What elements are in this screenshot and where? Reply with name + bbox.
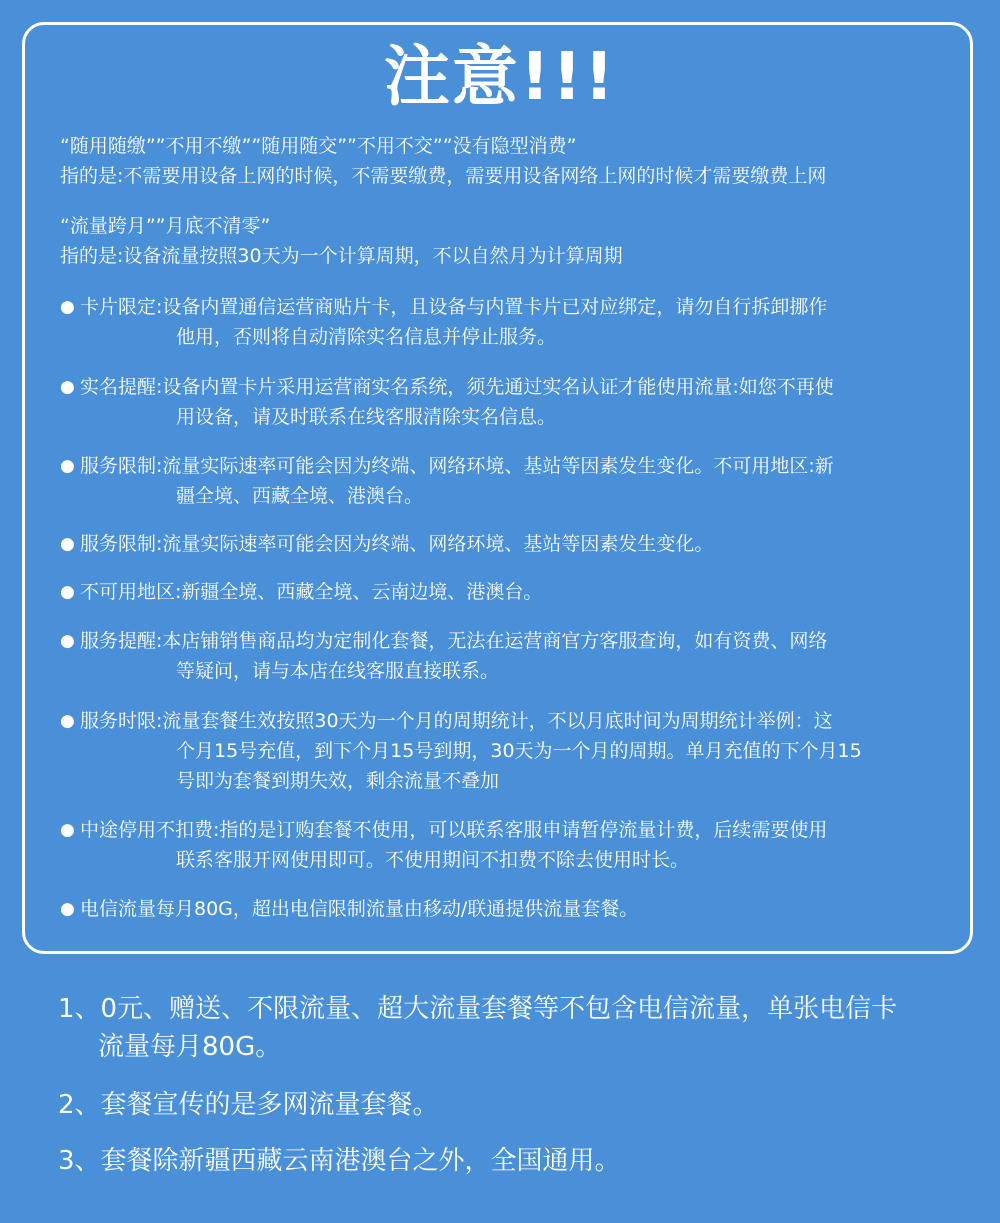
item-label: 服务时限:: [80, 710, 163, 732]
term-description: 指的是:不需要用设备上网的时候，不需要缴费，需要用设备网络上网的时候才需要缴费上网: [60, 165, 827, 187]
item-text: 指的是订购套餐不使用，可以联系客服申请暂停流量计费，后续需要使用: [219, 819, 828, 841]
item-text: 超出电信限制流量由移动/联通提供流量套餐。: [251, 898, 639, 920]
item-text: 流量实际速率可能会因为终端、网络环境、基站等因素发生变化。: [162, 533, 714, 555]
notice-item-suspension: [60, 815, 960, 875]
item-label: 服务限制:: [80, 533, 163, 555]
bullet-icon: ●: [60, 377, 75, 397]
bullet-icon: ●: [60, 631, 75, 651]
item-text: 设备内置卡片采用运营商实名系统，须先通过实名认证才能使用流量:如您不再使: [162, 376, 834, 398]
item-text: 流量实际速率可能会因为终端、网络环境、基站等因素发生变化。不可用地区:新: [162, 455, 834, 477]
bullet-icon: ●: [60, 820, 75, 840]
page-title: 注意!!!: [383, 38, 617, 115]
notice-item-service-reminder: [60, 626, 960, 686]
notice-item-unavailable-regions: [60, 577, 960, 607]
notice-item-service-limit: [60, 529, 960, 559]
term-heading: “随用随缴””不用不缴””随用随交””不用不交””没有隐型消费”: [60, 135, 577, 157]
item-label: 实名提醒:: [80, 376, 163, 398]
bullet-icon: ●: [60, 711, 75, 731]
notice-item-realname: [60, 372, 960, 432]
item-text: 本店铺销售商品均为定制化套餐，无法在运营商官方客服查询，如有资费、网络: [162, 630, 828, 652]
item-text-continued: 联系客服开网使用即可。不使用期间不扣费不除去使用时长。: [176, 849, 690, 871]
footer-note: [58, 1086, 439, 1124]
bullet-icon: ●: [60, 899, 75, 919]
item-label: 服务限制:: [80, 455, 163, 477]
term-heading: “流量跨月””月底不清零”: [60, 215, 271, 237]
note-text: 1、0元、赠送、不限流量、超大流量套餐等不包含电信流量，单张电信卡: [58, 994, 898, 1024]
note-text: 3、套餐除新疆西藏云南港澳台之外，全国通用。: [58, 1146, 621, 1176]
bullet-icon: ●: [60, 582, 75, 602]
item-text: 设备内置通信运营商贴片卡，且设备与内置卡片已对应绑定，请勿自行拆卸挪作: [162, 296, 828, 318]
item-text-continued: 等疑问，请与本店在线客服直接联系。: [176, 660, 500, 682]
bullet-icon: ●: [60, 534, 75, 554]
item-text: 新疆全境、西藏全境、云南边境、港澳台。: [181, 581, 543, 603]
item-text-continued: 用设备，请及时联系在线客服清除实名信息。: [176, 406, 557, 428]
item-text-continued: 他用，否则将自动清除实名信息并停止服务。: [176, 326, 557, 348]
item-text-continued: 疆全境、西藏全境、港澳台。: [176, 485, 424, 507]
notice-item-service-limit: [60, 451, 960, 511]
footer-note: [58, 990, 897, 1066]
bullet-icon: ●: [60, 297, 75, 317]
item-label: 电信流量每月80G，: [80, 898, 252, 920]
notice-item-service-period: [60, 706, 960, 796]
item-text-continued: 号即为套餐到期失效，剩余流量不叠加: [176, 770, 500, 792]
item-label: 卡片限定:: [80, 296, 163, 318]
item-text: 流量套餐生效按照30天为一个月的周期统计，不以月底时间为周期统计举例：这: [162, 710, 833, 732]
bullet-icon: ●: [60, 456, 75, 476]
item-label: 不可用地区:: [80, 581, 182, 603]
notice-item-card-restriction: [60, 292, 960, 352]
note-text-continued: 流量每月80G。: [98, 1032, 282, 1062]
item-label: 服务提醒:: [80, 630, 163, 652]
note-text: 2、套餐宣传的是多网流量套餐。: [58, 1090, 439, 1120]
footer-note: [58, 1142, 621, 1180]
item-text-continued: 个月15号充值，到下个月15号到期，30天为一个月的周期。单月充值的下个月15: [176, 740, 862, 762]
item-label: 中途停用不扣费:: [80, 819, 220, 841]
notice-item-telecom-quota: [60, 894, 960, 924]
term-description: 指的是:设备流量按照30天为一个计算周期，不以自然月为计算周期: [60, 245, 623, 267]
